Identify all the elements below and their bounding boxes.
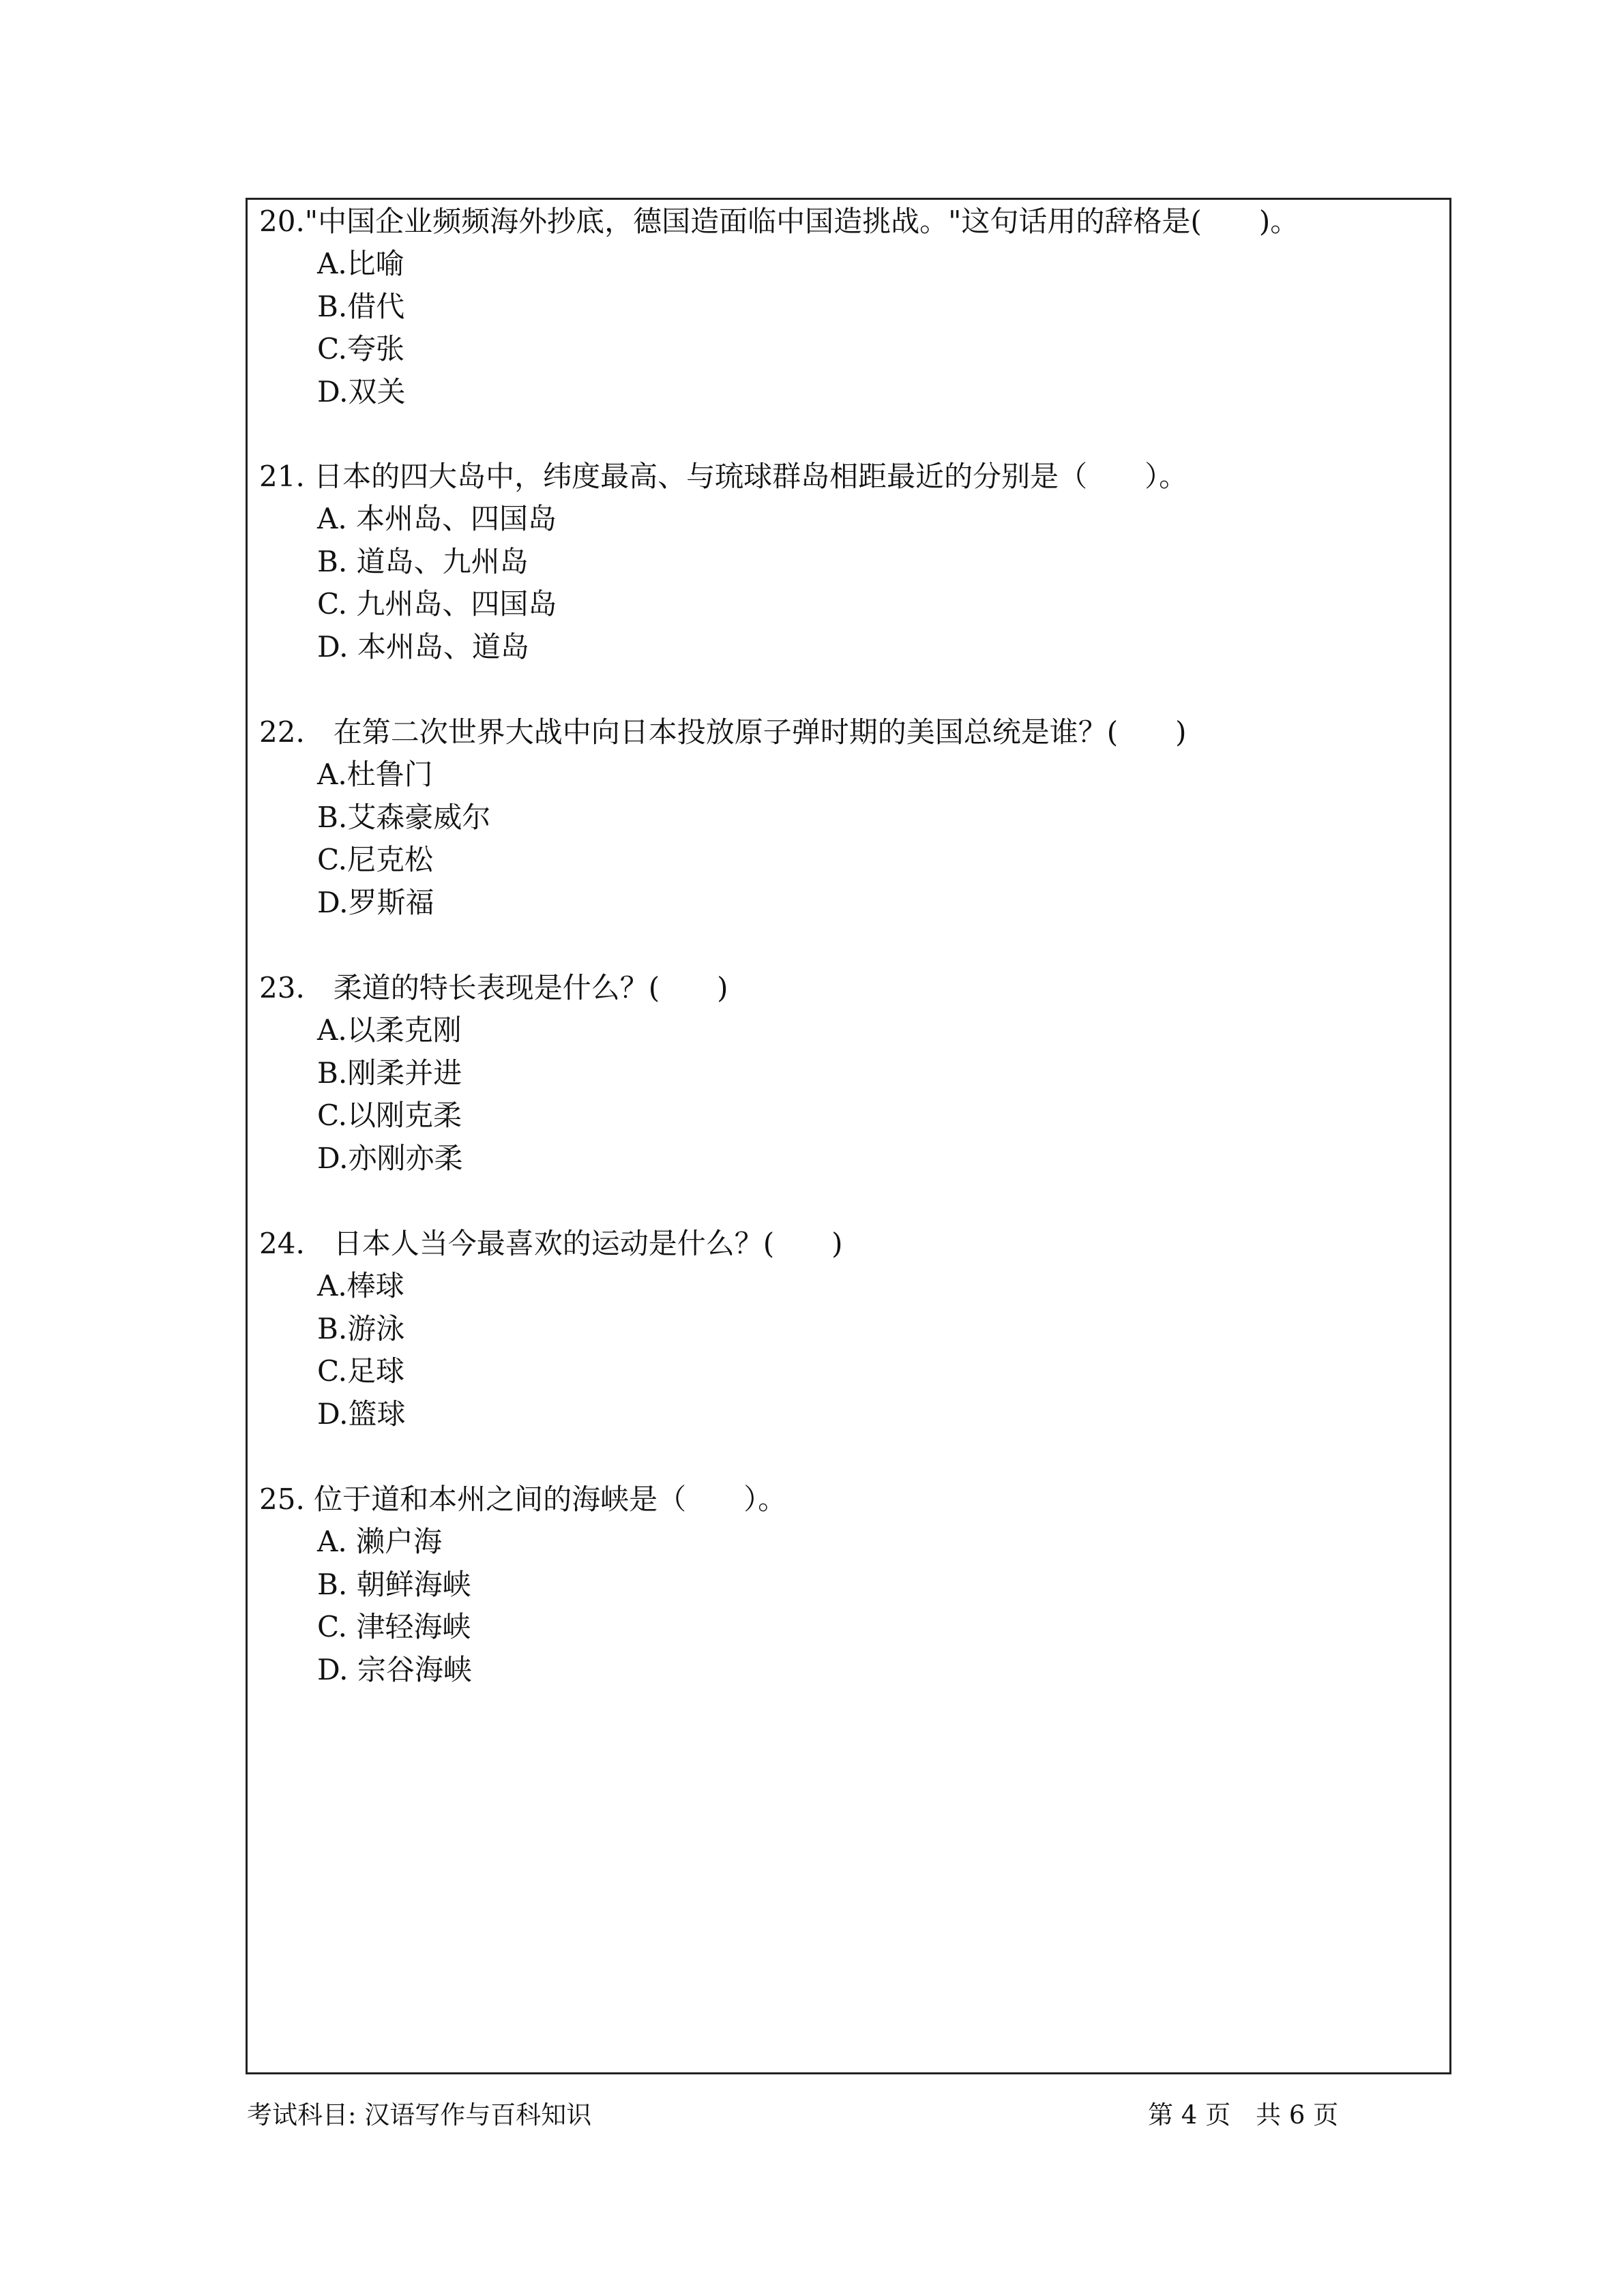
option-c: C.尼克松 (317, 843, 433, 876)
option-b: B.借代 (317, 289, 405, 323)
option-c: C.足球 (317, 1354, 404, 1388)
option-d: D.双关 (317, 374, 406, 408)
option-list (259, 1521, 1432, 1691)
option-c: C. 津轻海峡 (317, 1610, 471, 1643)
question-text: 23. 柔道的特长表现是什么？( ) (259, 971, 728, 1004)
option-d: D.亦刚亦柔 (317, 1141, 463, 1175)
option-list (259, 1265, 1432, 1435)
question-21 (259, 455, 1432, 668)
option-b: B.艾森豪威尔 (317, 800, 491, 834)
option-a: A.以柔克刚 (317, 1013, 462, 1047)
question-text: 21. 日本的四大岛中，纬度最高、与琉球群岛相距最近的分别是（ ）。 (259, 460, 1188, 493)
question-20 (259, 200, 1432, 413)
option-c: C. 九州岛、四国岛 (317, 587, 557, 621)
option-a: A. 濑户海 (317, 1525, 443, 1558)
question-text: 24. 日本人当今最喜欢的运动是什么？( ) (259, 1227, 843, 1260)
option-b: B.刚柔并进 (317, 1056, 462, 1090)
option-d: D.罗斯福 (317, 885, 434, 919)
option-d: D. 宗谷海峡 (317, 1652, 472, 1686)
option-a: A.比喻 (317, 247, 404, 280)
option-list (259, 243, 1432, 413)
question-22 (259, 711, 1432, 924)
footer-page-number: 第 4 页 共 6 页 (1148, 2100, 1339, 2130)
question-23 (259, 966, 1432, 1180)
option-a: A.棒球 (317, 1269, 404, 1302)
option-c: C.夸张 (317, 332, 404, 366)
option-b: B. 道岛、九州岛 (317, 544, 529, 578)
footer-subject: 考试科目: 汉语写作与百科知识 (247, 2100, 592, 2130)
question-text: 22. 在第二次世界大战中向日本投放原子弹时期的美国总统是谁？( ) (259, 715, 1187, 749)
option-list (259, 754, 1432, 924)
option-a: A. 本州岛、四国岛 (317, 502, 557, 535)
option-list (259, 1009, 1432, 1180)
option-list (259, 498, 1432, 668)
option-b: B. 朝鲜海峡 (317, 1567, 471, 1601)
option-d: D. 本州岛、道岛 (317, 629, 529, 664)
question-25 (259, 1478, 1432, 1691)
option-d: D.篮球 (317, 1397, 406, 1431)
option-b: B.游泳 (317, 1311, 405, 1345)
question-text: 20."中国企业频频海外抄底，德国造面临中国造挑战。"这句话用的辞格是( )。 (259, 205, 1299, 238)
option-c: C.以刚克柔 (317, 1099, 462, 1132)
option-a: A.杜鲁门 (317, 758, 433, 791)
question-text: 25. 位于道和本州之间的海峡是（ ）。 (259, 1482, 787, 1516)
question-24 (259, 1222, 1432, 1435)
